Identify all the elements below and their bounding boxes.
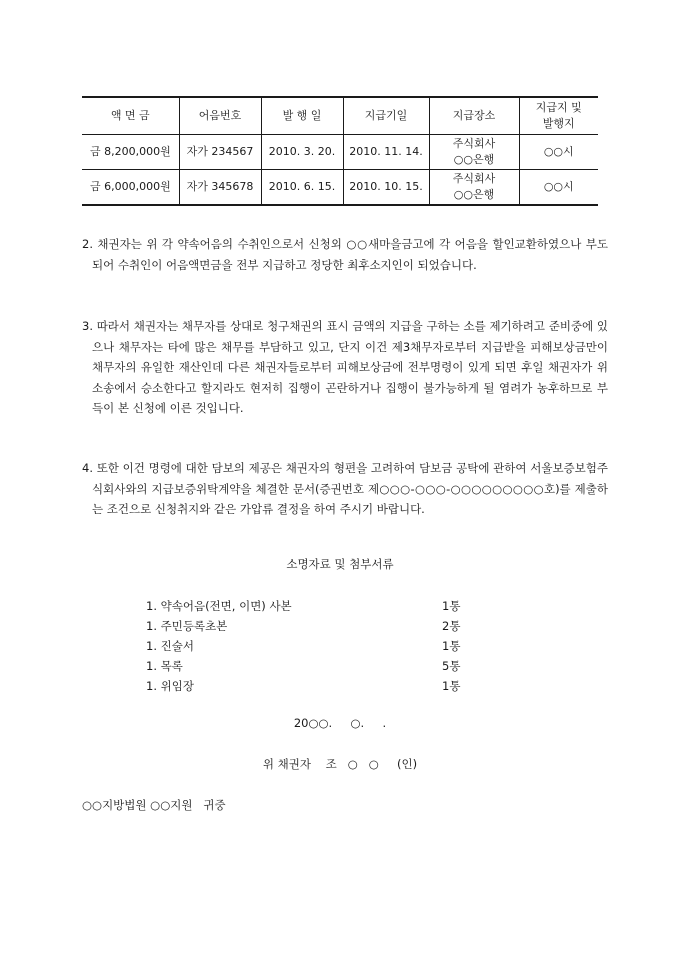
promissory-notes-table — [82, 96, 598, 206]
table-header-row — [82, 97, 598, 135]
header-payment-place: 지급장소 — [429, 97, 519, 135]
attachment-qty: 1통 — [442, 679, 461, 693]
cell-payment-place-text: 주식회사 ○○은행 — [452, 172, 496, 201]
attachment-label: 1. 목록 — [146, 659, 183, 673]
cell-city: ○○시 — [519, 170, 598, 206]
list-item — [146, 636, 466, 656]
cell-due-date: 2010. 11. 14. — [343, 135, 429, 170]
cell-note-number: 자가 234567 — [179, 135, 261, 170]
paragraph-2: 2. 채권자는 위 각 약속어음의 수취인으로서 신청외 ○○새마을금고에 각 어음을 할인교환하였으나 부도되어 수취인이 어음액면금을 전부 지급하고 정당한 최후소지인이 되었습니다. — [82, 237, 608, 272]
attachment-qty: 2통 — [442, 619, 461, 633]
court-addressee: ○○지방법원 ○○지원 귀중 — [82, 798, 226, 812]
cell-payment-place-text: 주식회사 ○○은행 — [452, 137, 496, 166]
cell-issue-date: 2010. 6. 15. — [261, 170, 343, 206]
header-face-amount: 액 면 금 — [82, 97, 179, 135]
list-item — [146, 616, 466, 636]
document-date: 20○○. ○. . — [293, 716, 387, 730]
cell-issue-date: 2010. 3. 20. — [261, 135, 343, 170]
header-due-date: 지급기일 — [343, 97, 429, 135]
header-payment-issue-city — [519, 97, 598, 135]
creditor-signature: 위 채권자 조 ○ ○ (인) — [262, 757, 418, 771]
cell-amount: 금 8,200,000원 — [82, 135, 179, 170]
attachment-qty: 5통 — [442, 659, 461, 673]
header-payment-issue-city-text: 지급지 및 발행지 — [535, 101, 582, 130]
cell-payment-place — [429, 135, 519, 170]
header-note-number: 어음번호 — [179, 97, 261, 135]
attachment-label: 1. 진술서 — [146, 639, 194, 653]
attachments-list — [146, 596, 466, 696]
attachment-qty: 1통 — [442, 639, 461, 653]
list-item — [146, 596, 466, 616]
attachment-label: 1. 약속어음(전면, 이면) 사본 — [146, 599, 292, 613]
cell-amount: 금 6,000,000원 — [82, 170, 179, 206]
list-item — [146, 656, 466, 676]
list-item — [146, 676, 466, 696]
table-row — [82, 170, 598, 206]
cell-note-number: 자가 345678 — [179, 170, 261, 206]
attachments-title: 소명자료 및 첨부서류 — [286, 557, 394, 571]
cell-payment-place — [429, 170, 519, 206]
paragraph-4: 4. 또한 이건 명령에 대한 담보의 제공은 채권자의 형편을 고려하여 담보금 공탁에 관하여 서울보증보험주식회사와의 지급보증위탁계약을 체결한 문서(증권번호 제○○○-○○○-○○○○○○○○○호)를 제출하는 조건으로 신청취지와 같은 가압류 결정을 하여 주시기 바랍니다. — [82, 461, 608, 516]
attachment-qty: 1통 — [442, 599, 461, 613]
attachment-label: 1. 위임장 — [146, 679, 194, 693]
attachment-label: 1. 주민등록초본 — [146, 619, 228, 633]
paragraph-3: 3. 따라서 채권자는 채무자를 상대로 청구채권의 표시 금액의 지급을 구하는 소를 제기하려고 준비중에 있으나 채무자는 타에 많은 채무를 부담하고 있고, 단지 이건 제3채무자로부터 지급받을 피해보상금만이 채무자의 유일한 재산인데 다른 채권자들로부터 피해보상금에 전부명령이 있게 되면 후일 채권자가 위 소송에서 승소한다고 할지라도 현저히 집행이 곤란하거나 집행이 불가능하게 될 염려가 농후하므로 부득이 본 신청에 이른 것입니다. — [82, 319, 608, 415]
cell-due-date: 2010. 10. 15. — [343, 170, 429, 206]
header-issue-date: 발 행 일 — [261, 97, 343, 135]
table-row — [82, 135, 598, 170]
cell-city: ○○시 — [519, 135, 598, 170]
